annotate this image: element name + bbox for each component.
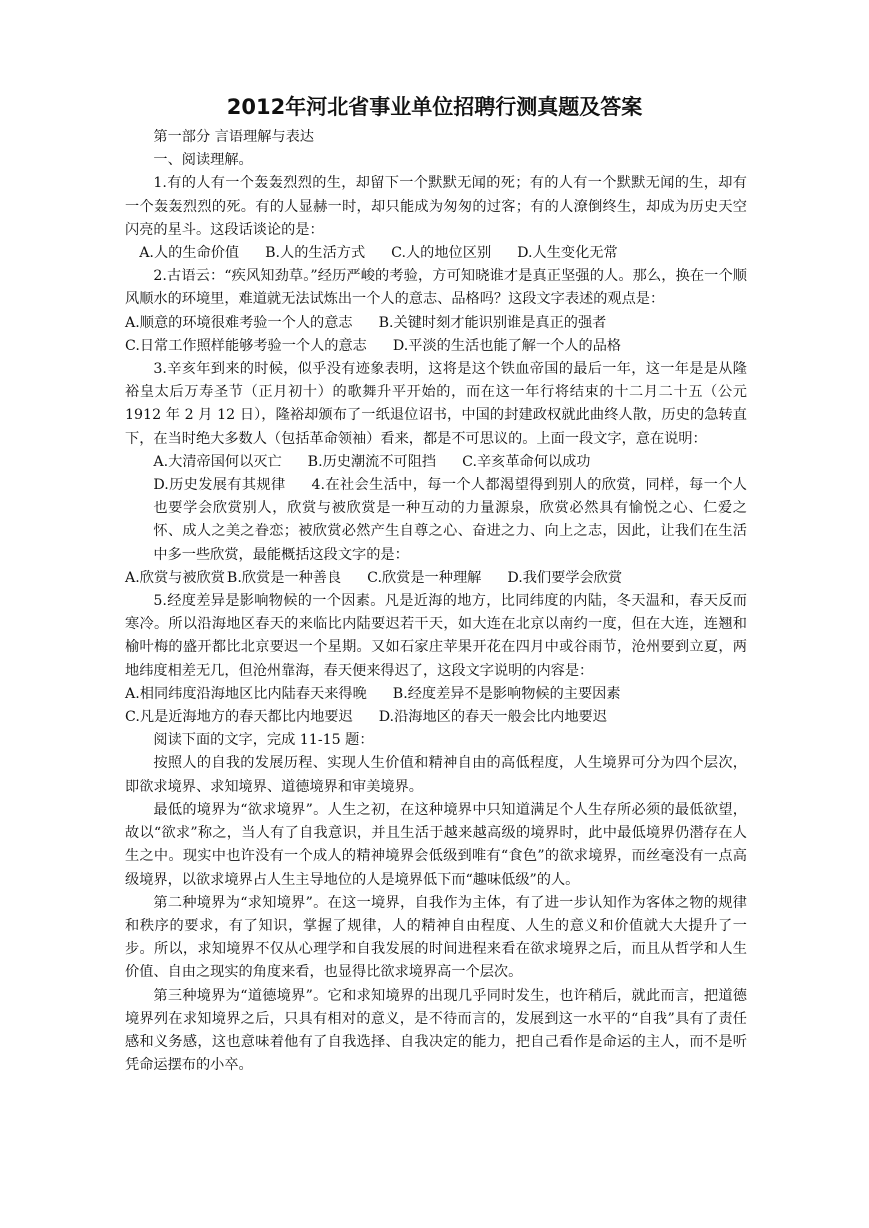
question-3-option-d-and-question-4 <box>125 474 747 567</box>
passage-paragraph: 最低的境界为“欲求境界”。人生之初，在这种境界中只知道满足个人生存所必须的最低欲望，故以“欲求”称之，当人有了自我意识，并且生活于越来越高级的境界时，此中最低境界仍潜存在人生之中。现实中也许没有一个成人的精神境界会低级到唯有“食色”的欲求境界，而丝毫没有一点高级境界，以欲求境界占人生主导地位的人是境界低下而“趣味低级”的人。 <box>125 801 747 888</box>
option-c: C.欣赏是一种理解 <box>367 569 482 586</box>
question-5-stem: 5.经度差异是影响物候的一个因素。凡是近海的地方，比同纬度的内陆，冬天温和，春天反而寒冷。所以沿海地区春天的来临比内陆要迟若干天，如大连在北京以南约一度，但在大连，连翘和榆叶梅的盛开都比北京要迟一个星期。又如石家庄苹果开花在四月中或谷雨节，沧州要到立夏，两地纬度相差无几，但沧州靠海，春天便来得迟了，这段文字说明的内容是： <box>125 593 747 679</box>
option-a: A.大清帝国何以灭亡 <box>153 453 282 470</box>
option-d: D.平淡的生活也能了解一个人的品格 <box>392 337 622 354</box>
option-c: C.辛亥革命何以成功 <box>462 453 591 470</box>
question-3-stem: 3.辛亥年到来的时候，似乎没有迹象表明，这将是这个铁血帝国的最后一年，这一年是是从隆裕皇太后万寿圣节（正月初十）的歌舞升平开始的，而在这一年行将结束的十二月二十五（公元 1912 年 2 月 12 日），隆裕却颁布了一纸退位诏书，中国的封建政权就此曲终人散，历史的急转直下，在当时绝大多数人（包括革命领袖）看来，都是不可思议的。上面一段文字，意在说明： <box>125 361 747 447</box>
question-5-options-ab <box>125 683 747 706</box>
document-body <box>125 126 747 1077</box>
option-d: D.沿海地区的春天一般会比内地要迟 <box>378 709 607 726</box>
option-b: B.经度差异不是影响物候的主要因素 <box>392 685 621 702</box>
passage-paragraph: 第二种境界为“求知境界”。在这一境界，自我作为主体，有了进一步认知作为客体之物的规律和秩序的要求，有了知识，掌握了规律，人的精神自由程度、人生的意义和价值就大大提升了一步。所以，求知境界不仅从心理学和自我发展的时间进程来看在欲求境界之后，而且从哲学和人生价值、自由之现实的角度来看，也显得比欲求境界高一个层次。 <box>125 894 747 981</box>
option-a: A.欣赏与被欣赏 <box>125 569 225 586</box>
question-2-stem: 2.古语云：“疾风知劲草。”经历严峻的考验，方可知晓谁才是真正坚强的人。那么，换在一个顺风顺水的环境里，难道就无法试炼出一个人的意志、品格吗？这段文字表述的观点是： <box>125 268 747 308</box>
option-d: D.人生变化无常 <box>517 245 618 262</box>
option-b: B.关键时刻才能识别谁是真正的强者 <box>378 314 607 331</box>
passage-paragraph: 按照人的自我的发展历程、实现人生价值和精神自由的高低程度，人生境界可分为四个层次，即欲求境界、求知境界、道德境界和审美境界。 <box>125 755 747 795</box>
option-a: A.相同纬度沿海地区比内陆春天来得晚 <box>125 685 367 702</box>
option-d: D.我们要学会欣赏 <box>507 569 623 586</box>
option-c: C.日常工作照样能够考验一个人的意志 <box>125 337 367 354</box>
section-heading: 一、阅读理解。 <box>153 152 253 169</box>
question-4-options <box>125 567 747 590</box>
option-b: B.人的生活方式 <box>265 245 366 262</box>
question-5-options-cd <box>125 706 747 729</box>
question-4-stem: 4.在社会生活中，每一个人都渴望得到别人的欣赏，同样，每一个人也要学会欣赏别人，欣赏与被欣赏是一种互动的力量源泉，欣赏必然具有愉悦之心、仁爱之怀、成人之美之眷恋；被欣赏必然产生自尊之心、奋进之力、向上之志，因此，让我们在生活中多一些欣赏，最能概括这段文字的是： <box>153 477 747 563</box>
option-c: C.凡是近海地方的春天都比内地要迟 <box>125 709 353 726</box>
part-heading: 第一部分 言语理解与表达 <box>153 129 314 145</box>
question-2-options-ab <box>125 312 747 335</box>
option-b: B.历史潮流不可阻挡 <box>307 453 437 470</box>
question-2-options-cd <box>125 335 747 358</box>
passage-intro: 阅读下面的文字，完成 11-15 题： <box>153 732 374 749</box>
option-a: A.顺意的环境很难考验一个人的意志 <box>125 314 353 331</box>
document-title: 2012年河北省事业单位招聘行测真题及答案 <box>226 95 643 119</box>
question-1-options <box>125 242 747 265</box>
question-3-options-abc <box>125 451 747 474</box>
question-1-stem: 1.有的人有一个轰轰烈烈的生，却留下一个默默无闻的死；有的人有一个默默无闻的生，却有一个轰轰烈烈的死。有的人显赫一时，却只能成为匆匆的过客；有的人潦倒终生，却成为历史天空闪亮的星斗。这段话谈论的是： <box>125 175 747 238</box>
option-b: B.欣赏是一种善良 <box>226 569 342 586</box>
option-c: C.人的地位区别 <box>391 245 492 262</box>
option-a: A.人的生命价值 <box>139 245 240 262</box>
option-d: D.历史发展有其规律 <box>153 477 286 494</box>
passage-paragraph: 第三种境界为“道德境界”。它和求知境界的出现几乎同时发生，也许稍后，就此而言，把道德境界列在求知境界之后，只具有相对的意义，是不待而言的，发展到这一水平的“自我”具有了责任感和义务感，这也意味着他有了自我选择、自我决定的能力，把自己看作是命运的主人，而不是听凭命运摆布的小卒。 <box>125 987 747 1074</box>
